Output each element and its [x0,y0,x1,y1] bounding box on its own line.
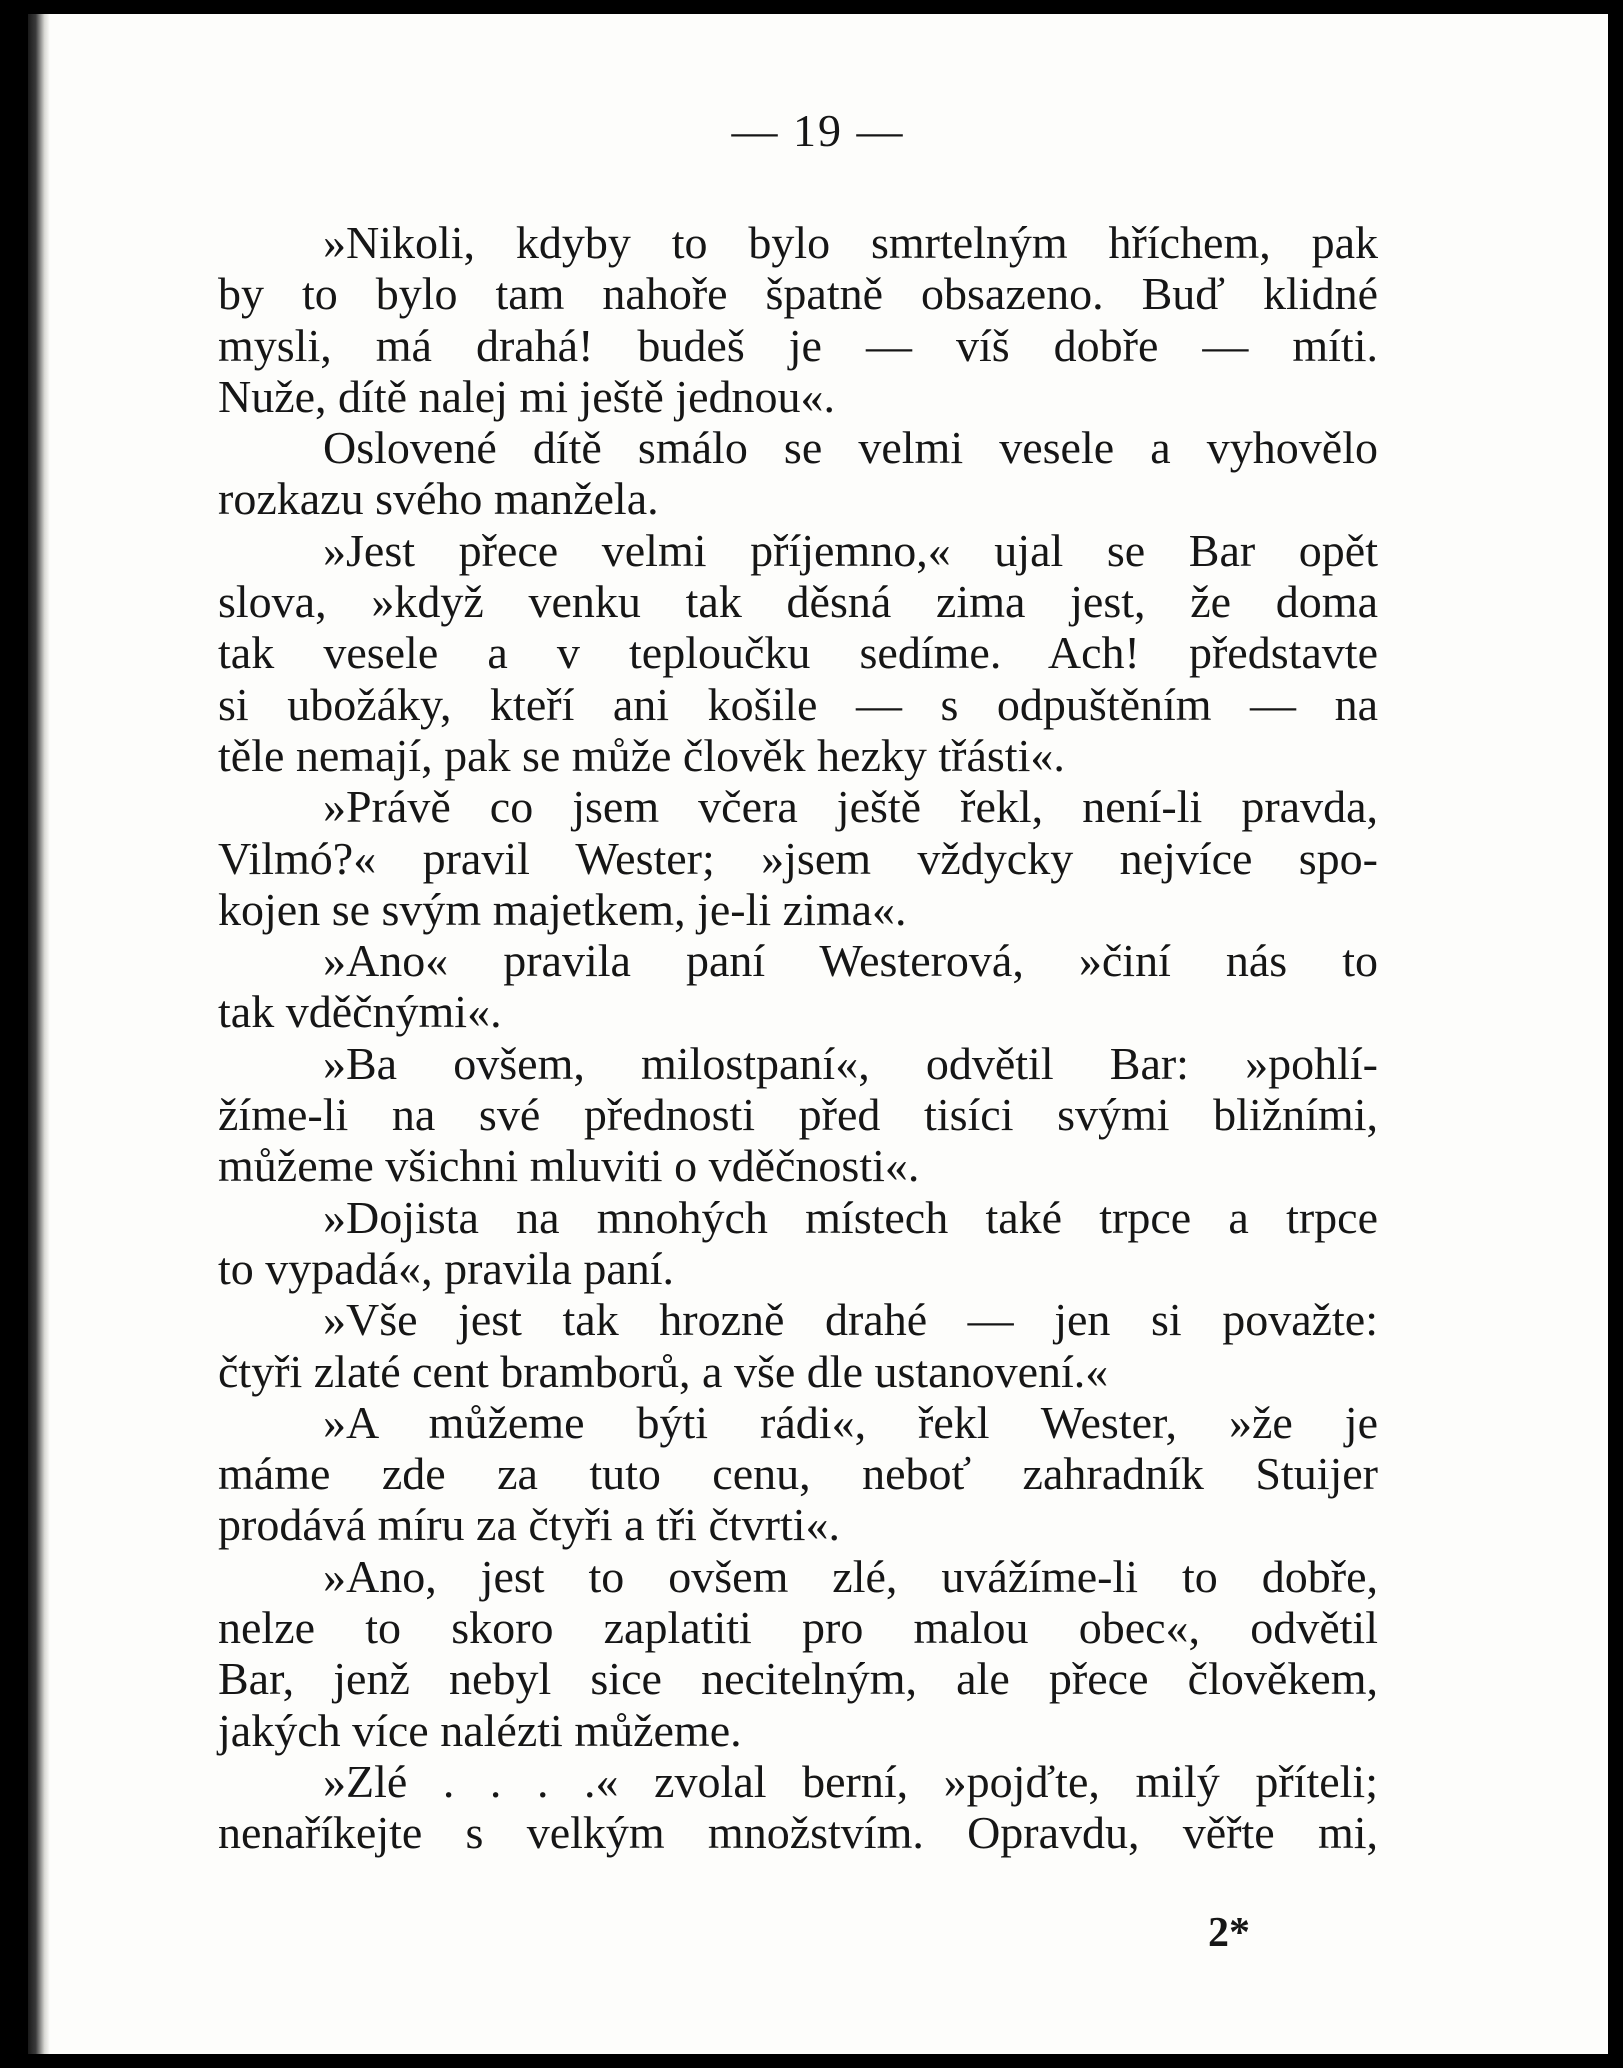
text-line: máme zde za tuto cenu, neboť zahradník Stuijer [218,1448,1378,1500]
text-line: slova, »když venku tak děsná zima jest, že doma [218,576,1378,628]
text-line: »Zlé . . . .« zvolal berní, »pojďte, milý příteli; [323,1755,1378,1807]
text-line: Nuže, dítě nalej mi ještě jednou«. [218,370,835,422]
text-line: prodává míru za čtyři a tři čtvrti«. [218,1499,841,1551]
text-line: žíme-li na své přednosti před tisíci svými bližními, [218,1089,1378,1141]
text-line: Oslovené dítě smálo se velmi vesele a vyhovělo [323,422,1378,474]
text-line: »Právě co jsem včera ještě řekl, není-li pravda, [323,781,1378,833]
text-line: tak vděčnými«. [218,986,502,1038]
text-line: »Vše jest tak hrozně drahé — jen si považte: [323,1294,1378,1346]
text-line: »Jest přece velmi příjemno,« ujal se Bar opět [323,524,1378,576]
text-line: nenaříkejte s velkým množstvím. Opravdu, věřte mi, [218,1807,1378,1859]
text-line: »Ba ovšem, milostpaní«, odvětil Bar: »pohlí- [323,1037,1378,1089]
text-line: tak vesele a v teploučku sedíme. Ach! představte [218,627,1378,679]
text-line: »A můžeme býti rádi«, řekl Wester, »že je [323,1396,1378,1448]
text-line: si ubožáky, kteří ani košile — s odpuštěním — na [218,678,1378,730]
text-line: mysli, má drahá! budeš je — víš dobře — míti. [218,319,1378,371]
text-line: »Dojista na mnohých místech také trpce a trpce [323,1191,1378,1243]
text-line: kojen se svým majetkem, je-li zima«. [218,883,907,935]
body-text [218,217,1378,1859]
page-number: — 19 — [731,105,905,156]
text-line: nelze to skoro zaplatiti pro malou obec«, odvětil [218,1602,1378,1654]
text-line: můžeme všichni mluviti o vděčnosti«. [218,1140,920,1192]
text-line: »Ano« pravila paní Westerová, »činí nás to [323,935,1378,987]
book-page [28,14,1608,2054]
text-line: Bar, jenž nebyl sice necitelným, ale přece člověkem, [218,1653,1378,1705]
text-line: čtyři zlaté cent bramborů, a vše dle ustanovení.« [218,1345,1109,1397]
text-line: rozkazu svého manžela. [218,473,659,525]
text-line: těle nemají, pak se může člověk hezky třásti«. [218,729,1065,781]
text-line: Vilmó?« pravil Wester; »jsem vždycky nejvíce spo- [218,832,1378,884]
signature-mark: 2* [1208,1910,1250,1956]
text-line: »Ano, jest to ovšem zlé, uvážíme-li to dobře, [323,1550,1378,1602]
text-line: to vypadá«, pravila paní. [218,1242,675,1294]
text-line: jakých více nalézti můžeme. [218,1704,742,1756]
binding-edge [28,14,50,2054]
text-line: by to bylo tam nahoře špatně obsazeno. Buď klidné [218,268,1378,320]
text-line: »Nikoli, kdyby to bylo smrtelným hříchem, pak [323,217,1378,268]
